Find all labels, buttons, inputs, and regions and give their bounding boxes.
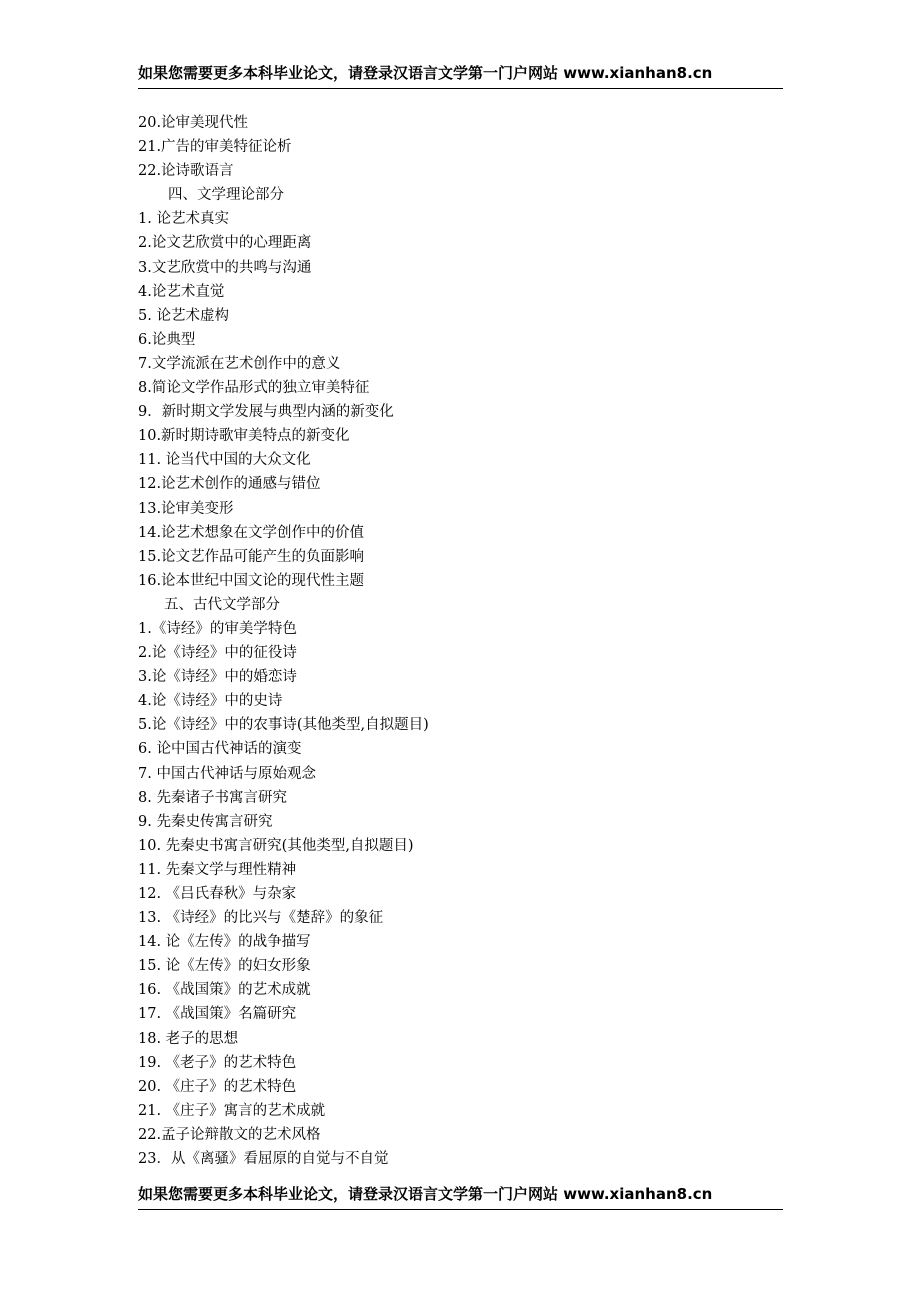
list-item: 15. 论《左传》的妇女形象 <box>138 958 311 975</box>
list-item: 22.孟子论辩散文的艺术风格 <box>138 1126 321 1143</box>
list-item: 8. 先秦诸子书寓言研究 <box>138 789 287 806</box>
list-item: 18. 老子的思想 <box>138 1030 239 1047</box>
list-item: 16.论本世纪中国文论的现代性主题 <box>138 572 365 589</box>
section-heading-ancient-literature: 五、古代文学部分 <box>164 596 280 613</box>
list-item: 15.论文艺作品可能产生的负面影响 <box>138 548 365 565</box>
list-item: 12. 《吕氏春秋》与杂家 <box>138 886 297 902</box>
list-item: 13.论审美变形 <box>138 500 234 517</box>
list-item: 7.文学流派在艺术创作中的意义 <box>138 355 341 372</box>
list-item: 22.论诗歌语言 <box>138 163 234 180</box>
list-item: 23．从《离骚》看屈原的自觉与不自觉 <box>138 1151 389 1168</box>
list-item: 13. 《诗经》的比兴与《楚辞》的象征 <box>138 910 384 927</box>
list-item: 10. 先秦史书寓言研究(其他类型,自拟题目) <box>138 837 414 854</box>
section-heading-literary-theory: 四、文学理论部分 <box>168 187 284 204</box>
list-item: 12.论艺术创作的通感与错位 <box>138 476 321 493</box>
list-item: 4.论艺术直觉 <box>138 283 225 300</box>
list-item: 1. 论艺术真实 <box>138 211 229 228</box>
list-item: 3.论《诗经》中的婚恋诗 <box>138 669 297 686</box>
header-banner: 如果您需要更多本科毕业论文，请登录汉语言文学第一门户网站 www.xianhan8.cn <box>138 62 783 89</box>
list-item: 2.论《诗经》中的征役诗 <box>138 645 297 662</box>
footer-banner: 如果您需要更多本科毕业论文，请登录汉语言文学第一门户网站 www.xianhan8.cn <box>138 1183 783 1210</box>
list-item: 21. 《庄子》寓言的艺术成就 <box>138 1102 326 1119</box>
list-item: 19. 《老子》的艺术特色 <box>138 1054 297 1071</box>
list-item: 9. 先秦史传寓言研究 <box>138 813 273 830</box>
list-item: 16. 《战国策》的艺术成就 <box>138 982 311 999</box>
list-item: 10.新时期诗歌审美特点的新变化 <box>138 428 350 445</box>
list-item: 6.论典型 <box>138 331 196 348</box>
list-item: 11. 先秦文学与理性精神 <box>138 861 297 878</box>
list-item: 14.论艺术想象在文学创作中的价值 <box>138 524 365 541</box>
list-item: 3.文艺欣赏中的共鸣与沟通 <box>138 259 312 276</box>
list-item: 20.论审美现代性 <box>138 115 249 131</box>
list-item: 5. 论艺术虚构 <box>138 307 229 324</box>
list-item: 2.论文艺欣赏中的心理距离 <box>138 235 312 252</box>
list-item: 21.广告的审美特征论析 <box>138 139 292 156</box>
list-item: 5.论《诗经》中的农事诗(其他类型,自拟题目) <box>138 717 429 734</box>
list-item: 14. 论《左传》的战争描写 <box>138 934 311 951</box>
list-item: 4.论《诗经》中的史诗 <box>138 693 283 710</box>
list-item: 11. 论当代中国的大众文化 <box>138 452 311 469</box>
list-item: 8.简论文学作品形式的独立审美特征 <box>138 380 370 397</box>
list-item: 1.《诗经》的审美学特色 <box>138 620 297 637</box>
document-body <box>138 111 783 1171</box>
list-item: 7. 中国古代神话与原始观念 <box>138 765 316 782</box>
list-item: 17. 《战国策》名篇研究 <box>138 1006 297 1023</box>
list-item: 9．新时期文学发展与典型内涵的新变化 <box>138 404 394 421</box>
list-item: 20. 《庄子》的艺术特色 <box>138 1078 297 1095</box>
list-item: 6. 论中国古代神话的演变 <box>138 741 302 758</box>
